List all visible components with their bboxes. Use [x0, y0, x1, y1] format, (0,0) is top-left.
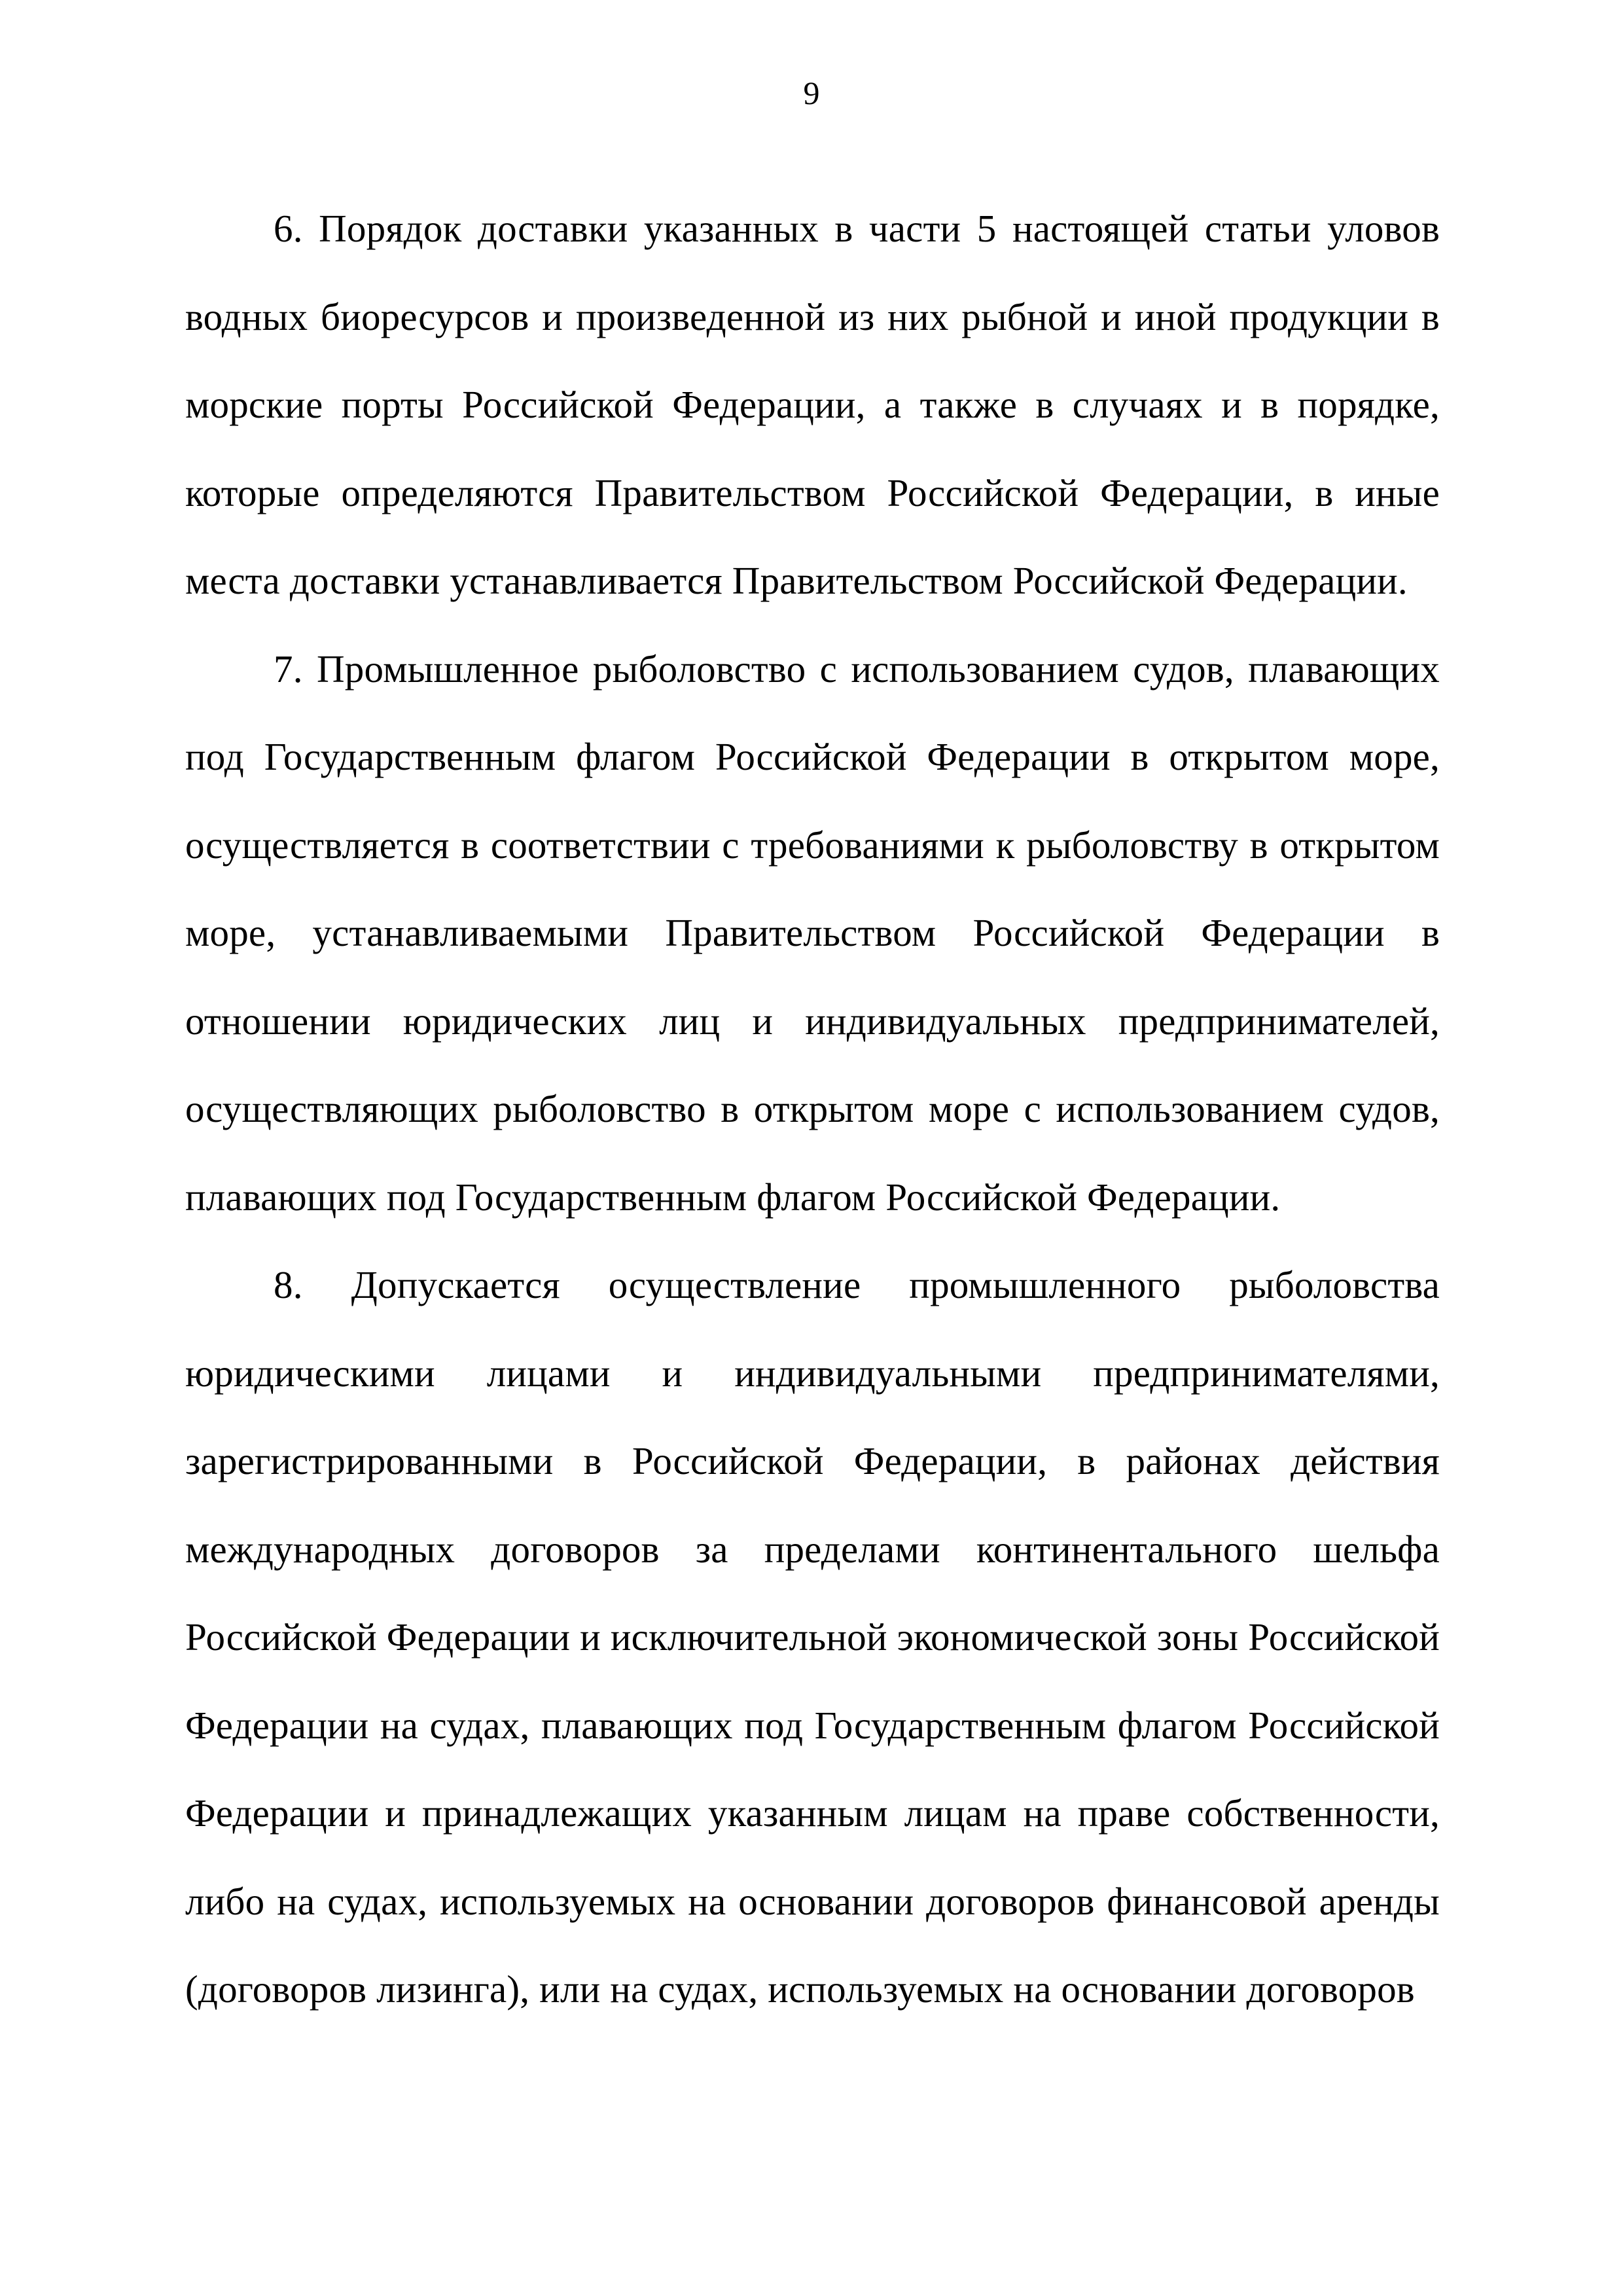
- paragraph-8: 8. Допускается осуществление промышленного рыболовства юридическими лицами и индивидуальными предпринимателями, зарегистрированными в Российской Федерации, в районах действия международных договоров за пределами континентального шельфа Российской Федерации и исключительной экономической зоны Российской Федерации на судах, плавающих под Государственным флагом Российской Федерации и принадлежащих указанным лицам на праве собственности, либо на судах, используемых на основании договоров финансовой аренды (договоров лизинга), или на судах, используемых на основании договоров: [185, 1263, 1440, 2011]
- paragraph-7: 7. Промышленное рыболовство с использованием судов, плавающих под Государственным флагом Российской Федерации в открытом море, осуществляется в соответствии с требованиями к рыболовству в открытом море, устанавливаемыми Правительством Российской Федерации в отношении юридических лиц и индивидуальных предпринимателей, осуществляющих рыболовство в открытом море с использованием судов, плавающих под Государственным флагом Российской Федерации.: [185, 647, 1440, 1219]
- document-body: [185, 185, 1440, 2034]
- page-number: 9: [803, 75, 820, 111]
- paragraph-6: 6. Порядок доставки указанных в части 5 настоящей статьи уловов водных биоресурсов и произведенной из них рыбной и иной продукции в морские порты Российской Федерации, а также в случаях и в порядке, которые определяются Правительством Российской Федерации, в иные места доставки устанавливается Правительством Российской Федерации.: [185, 207, 1440, 602]
